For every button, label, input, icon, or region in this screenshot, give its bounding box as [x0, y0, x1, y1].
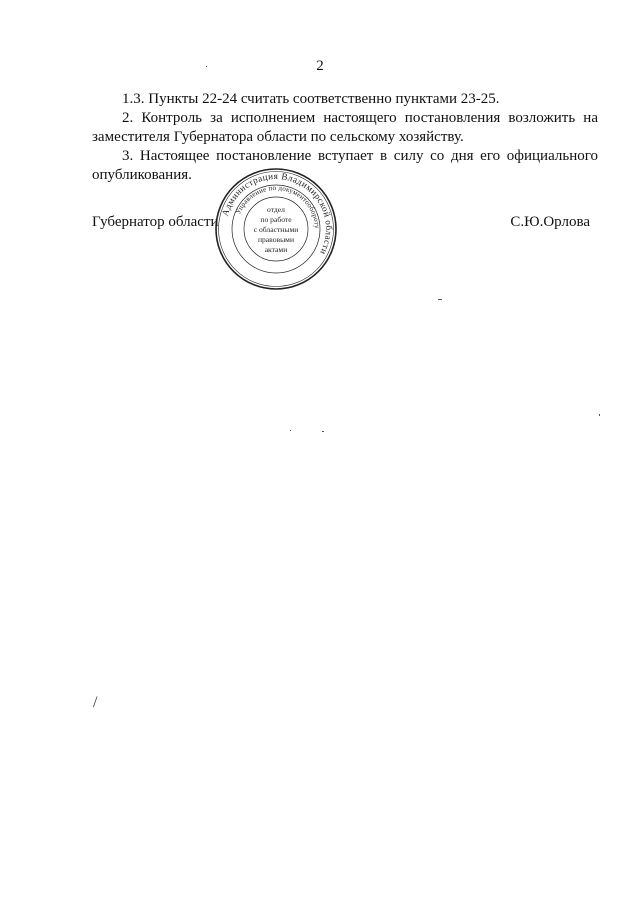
seal-inner-text: Управление по документообороту — [234, 183, 322, 229]
document-body — [92, 90, 598, 185]
scan-speck — [599, 414, 600, 416]
seal-center-line-5: актами — [264, 245, 288, 254]
seal-graphic — [214, 167, 338, 291]
pen-mark: / — [93, 694, 98, 711]
paragraph-3: 3. Настоящее постановление вступает в силу со дня его официального опубликования. — [92, 148, 598, 183]
paragraph-1-3: 1.3. Пункты 22-24 считать соответственно пунктами 23-25. — [122, 91, 500, 107]
seal-outer-text: Администрация Владимирской области — [219, 170, 335, 257]
scan-speck — [322, 431, 324, 432]
scan-speck — [438, 299, 442, 300]
seal-center-line-1: отдел — [267, 205, 285, 214]
signature-block — [92, 214, 590, 231]
scan-speck — [206, 66, 207, 67]
seal-center-line-3: с областными — [253, 225, 299, 234]
page-number: 2 — [316, 58, 324, 74]
scan-speck — [290, 430, 291, 431]
seal-center-line-4: правовыми — [257, 235, 295, 244]
signatory-position: Губернатор области — [92, 214, 219, 230]
signatory-name: С.Ю.Орлова — [510, 214, 590, 230]
official-seal — [214, 167, 338, 291]
paragraph-2: 2. Контроль за исполнением настоящего постановления возложить на заместителя Губернатора области по сельскому хозяйству. — [92, 110, 598, 145]
seal-center-line-2: по работе — [260, 215, 292, 224]
